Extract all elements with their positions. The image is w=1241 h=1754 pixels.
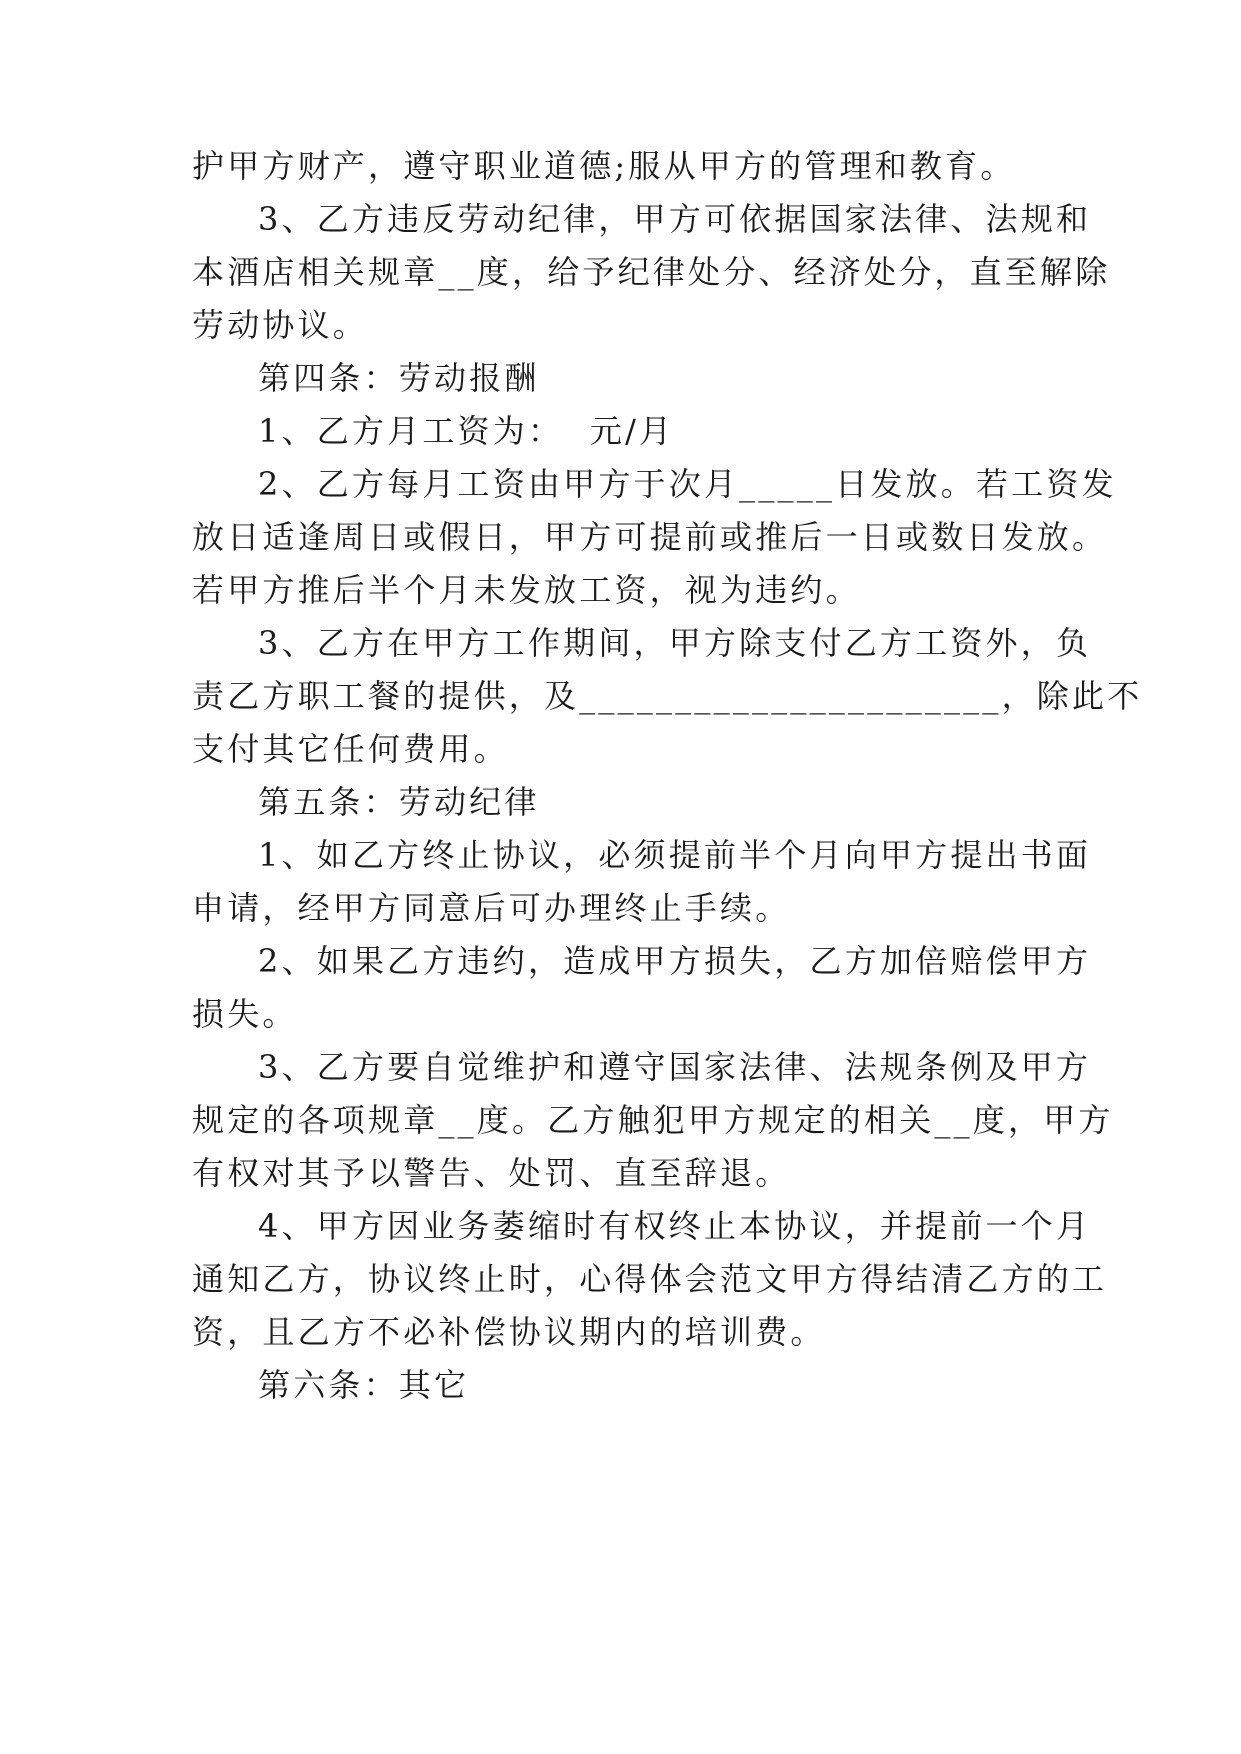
text-line: 放日适逢周日或假日，甲方可提前或推后一日或数日发放。 <box>192 518 1108 556</box>
text-line: 损失。 <box>192 995 298 1033</box>
text-line: 支付其它任何费用。 <box>192 730 509 768</box>
text-line: 1、如乙方终止协议，必须提前半个月向甲方提出书面 <box>258 836 1092 874</box>
text-line: 1、乙方月工资为： 元/月 <box>258 412 675 450</box>
section-heading: 第五条：劳动纪律 <box>258 783 540 821</box>
text-line: 有权对其予以警告、处罚、直至辞退。 <box>192 1154 791 1192</box>
text-line: 若甲方推后半个月未发放工资，视为违约。 <box>192 571 861 609</box>
text-line: 规定的各项规章__度。乙方触犯甲方规定的相关__度，甲方 <box>192 1101 1114 1139</box>
text-line: 申请，经甲方同意后可办理终止手续。 <box>192 889 791 927</box>
text-line: 3、乙方违反劳动纪律，甲方可依据国家法律、法规和 <box>258 200 1092 238</box>
text-line: 护甲方财产，遵守职业道德;服从甲方的管理和教育。 <box>192 147 1016 185</box>
text-line: 2、乙方每月工资由甲方于次月_____日发放。若工资发 <box>258 465 1117 503</box>
text-line: 资，且乙方不必补偿协议期内的培训费。 <box>192 1313 826 1351</box>
text-line: 4、甲方因业务萎缩时有权终止本协议，并提前一个月 <box>258 1207 1092 1245</box>
text-line: 3、乙方在甲方工作期间，甲方除支付乙方工资外，负 <box>258 624 1092 662</box>
text-line: 责乙方职工餐的提供，及______________________，除此不 <box>192 677 1143 715</box>
section-heading: 第六条：其它 <box>258 1366 470 1404</box>
text-line: 3、乙方要自觉维护和遵守国家法律、法规条例及甲方 <box>258 1048 1092 1086</box>
text-line: 2、如果乙方违约，造成甲方损失，乙方加倍赔偿甲方 <box>258 942 1092 980</box>
text-line: 劳动协议。 <box>192 306 369 344</box>
text-line: 本酒店相关规章__度，给予纪律处分、经济处分，直至解除 <box>192 253 1111 291</box>
section-heading: 第四条：劳动报酬 <box>258 359 540 397</box>
text-line: 通知乙方，协议终止时，心得体会范文甲方得结清乙方的工 <box>192 1260 1108 1298</box>
